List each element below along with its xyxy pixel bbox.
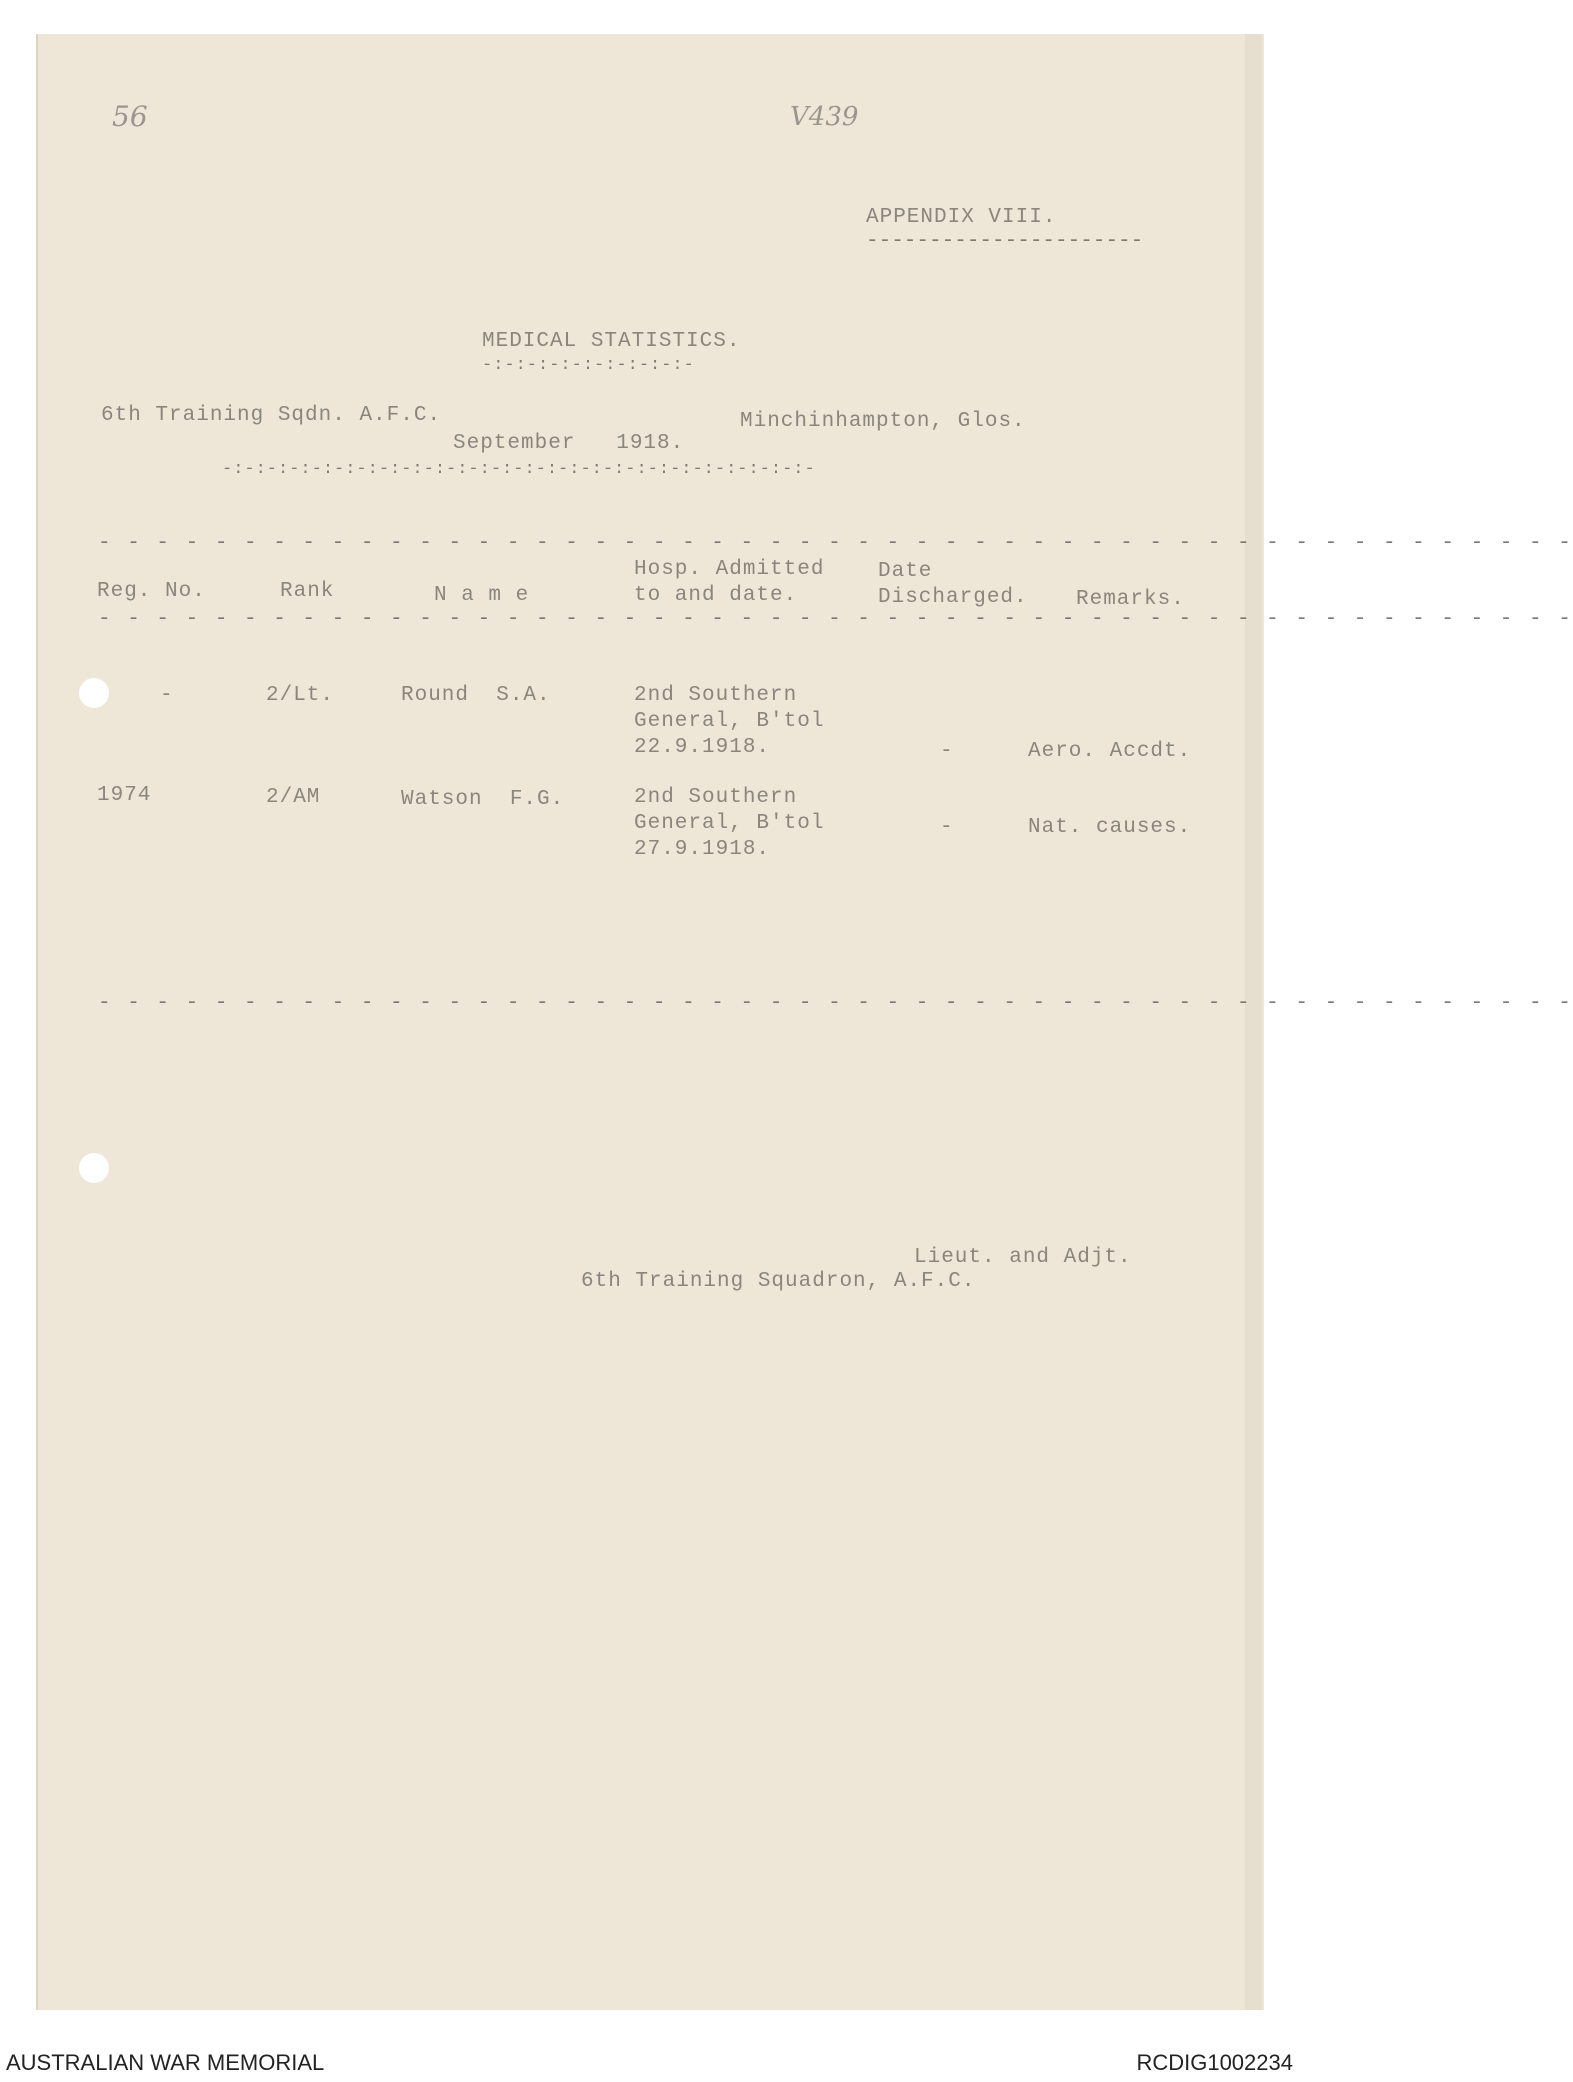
column-header-date-line1: Date xyxy=(878,560,933,583)
header-separator: -:-:-:-:-:-:-:-:-:-:-:-:-:-:-:-:-:-:-:-:-:-:-:-:-:-:- xyxy=(222,460,816,479)
cell-discharged: - xyxy=(940,740,954,763)
column-header-remarks: Remarks. xyxy=(1076,588,1185,611)
document-title: MEDICAL STATISTICS. xyxy=(482,330,741,353)
handwritten-page-number: 56 xyxy=(112,100,148,133)
cell-hosp-line2: General, B'tol xyxy=(634,812,825,835)
table-bottom-rule: - - - - - - - - - - - - - - - - - - - - - - - - - - - - - - - - - - - - - - - - - - - - - - - - - - - xyxy=(98,992,1573,1015)
cell-hosp-line2: General, B'tol xyxy=(634,710,825,733)
cell-remarks: Nat. causes. xyxy=(1028,816,1192,839)
cell-hosp-line1: 2nd Southern xyxy=(634,684,798,707)
unit-location: Minchinhampton, Glos. xyxy=(740,410,1026,433)
column-header-hosp-line2: to and date. xyxy=(634,584,798,607)
cell-name: Watson F.G. xyxy=(401,788,565,811)
punch-hole xyxy=(79,678,109,708)
punch-hole xyxy=(79,1153,109,1183)
column-header-name: N a m e xyxy=(434,584,530,607)
column-header-date-line2: Discharged. xyxy=(878,586,1028,609)
handwritten-reference: V439 xyxy=(790,102,859,132)
cell-hosp-date: 27.9.1918. xyxy=(634,838,771,861)
column-header-reg-no: Reg. No. xyxy=(97,580,206,603)
cell-discharged: - xyxy=(940,816,954,839)
page-edge-shadow xyxy=(1245,34,1262,2010)
column-header-rank: Rank xyxy=(280,580,335,603)
title-underline: -:-:-:-:-:-:-:-:-:- xyxy=(482,356,695,375)
table-top-rule: - - - - - - - - - - - - - - - - - - - - - - - - - - - - - - - - - - - - - - - - - - - - - - - - - - - xyxy=(98,532,1573,555)
table-header-rule: - - - - - - - - - - - - - - - - - - - - - - - - - - - - - - - - - - - - - - - - - - - - - - - - - - - xyxy=(98,608,1573,631)
cell-reg-no: 1974 xyxy=(97,784,152,807)
footer-institution: AUSTRALIAN WAR MEMORIAL xyxy=(6,2050,325,2075)
signature-unit: 6th Training Squadron, A.F.C. xyxy=(581,1270,976,1293)
cell-remarks: Aero. Accdt. xyxy=(1028,740,1192,763)
report-period: September 1918. xyxy=(453,432,685,455)
signature-title: Lieut. and Adjt. xyxy=(914,1246,1132,1269)
column-header-hosp-line1: Hosp. Admitted xyxy=(634,558,825,581)
appendix-underline: ‐‐‐‐‐‐‐‐‐‐‐‐‐‐‐‐‐‐‐‐‐‐ xyxy=(866,230,1144,253)
cell-hosp-line1: 2nd Southern xyxy=(634,786,798,809)
cell-name: Round S.A. xyxy=(401,684,551,707)
cell-rank: 2/Lt. xyxy=(266,684,335,707)
cell-reg-no: - xyxy=(160,684,174,707)
footer-record-id: RCDIG1002234 xyxy=(1136,2050,1293,2075)
cell-rank: 2/AM xyxy=(266,786,321,809)
unit-name: 6th Training Sqdn. A.F.C. xyxy=(101,404,442,427)
cell-hosp-date: 22.9.1918. xyxy=(634,736,771,759)
appendix-heading: APPENDIX VIII. xyxy=(866,206,1057,229)
